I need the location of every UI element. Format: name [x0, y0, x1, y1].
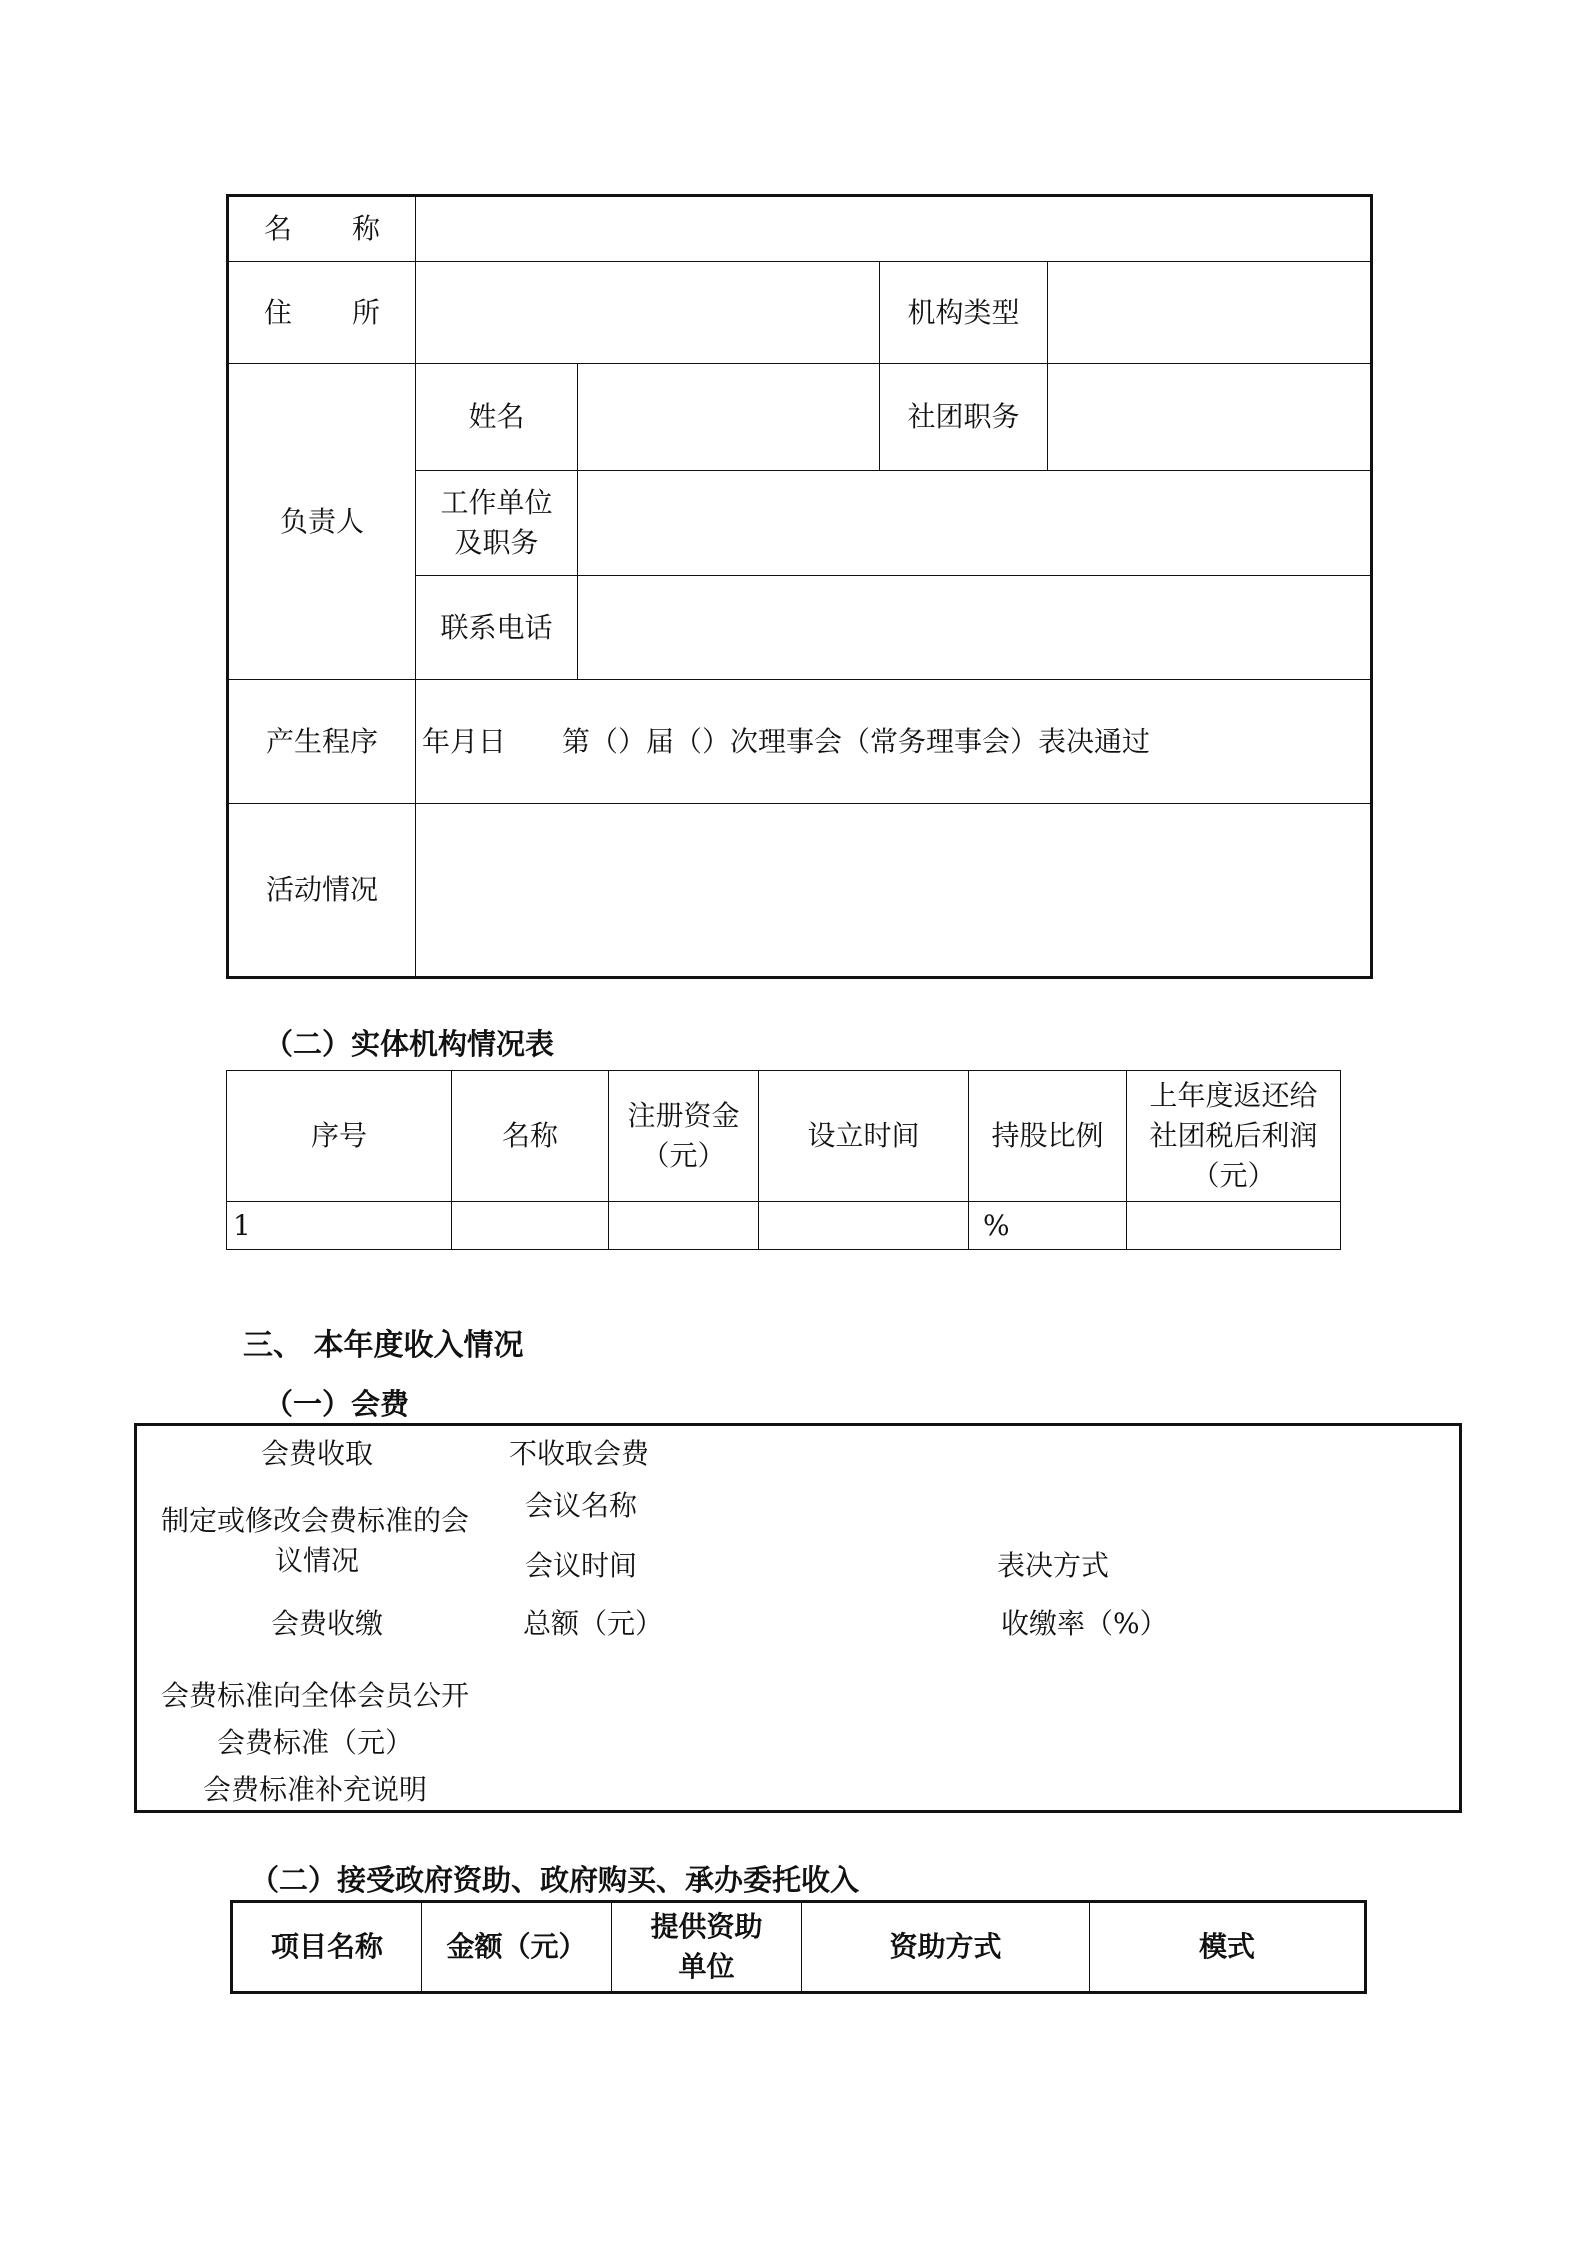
entity-header-capital-line1: 注册资金 [627, 1099, 740, 1132]
fee-collect-label: 会费收取 [261, 1437, 374, 1470]
workplace-label [416, 471, 578, 576]
entity-row-no: 1 [227, 1202, 452, 1250]
fee-payment-label: 会费收缴 [271, 1607, 384, 1640]
fee-rate-label: 收缴率（%） [1001, 1607, 1168, 1640]
activity-value-cell[interactable] [416, 804, 1372, 978]
person-name-value-cell[interactable] [578, 364, 880, 471]
gov-income-table [230, 1900, 1367, 1994]
workplace-label-line1: 工作单位 [440, 486, 553, 519]
gov-header-amount: 金额（元） [422, 1902, 612, 1993]
person-name-label: 姓名 [416, 364, 578, 471]
person-position-label: 社团职务 [880, 364, 1048, 471]
gov-header-project: 项目名称 [232, 1902, 422, 1993]
gov-header-provider-line1: 提供资助 [650, 1910, 763, 1943]
fee-subtitle: （一）会费 [264, 1387, 410, 1421]
fee-standard-label: 会费标准（元） [217, 1726, 414, 1759]
entity-header-name: 名称 [452, 1071, 609, 1202]
fee-public-label: 会费标准向全体会员公开 [161, 1679, 470, 1712]
entity-header-capital-line2: （元） [641, 1139, 726, 1172]
gov-income-subtitle: （二）接受政府资助、政府购买、承办委托收入 [250, 1863, 860, 1897]
gov-header-provider-line2: 单位 [678, 1950, 735, 1983]
fee-standard-meeting-line1: 制定或修改会费标准的会 [161, 1504, 470, 1537]
name-label-char-1: 名 [263, 212, 292, 245]
entity-table [226, 1070, 1341, 1250]
address-label-char-1: 住 [263, 295, 292, 329]
entity-section-title: （二）实体机构情况表 [264, 1027, 555, 1061]
entity-row-date-cell[interactable] [759, 1202, 969, 1250]
fee-standard-meeting-line2: 议情况 [275, 1544, 360, 1577]
entity-row-profit-cell[interactable] [1127, 1202, 1341, 1250]
phone-value-cell[interactable] [578, 576, 1372, 680]
entity-header-share: 持股比例 [969, 1071, 1127, 1202]
fee-vote-method-label: 表决方式 [997, 1549, 1110, 1582]
name-value-cell[interactable] [416, 196, 1372, 262]
table-row [227, 1202, 1341, 1250]
income-section-title: 三、 本年度收入情况 [243, 1328, 524, 1363]
address-value-cell[interactable] [416, 262, 880, 364]
org-type-label: 机构类型 [880, 262, 1048, 364]
entity-header-profit-line2: 社团税后利润 [1149, 1119, 1318, 1152]
workplace-value-cell[interactable] [578, 471, 1372, 576]
entity-header-profit [1127, 1071, 1341, 1202]
entity-row-share: % [969, 1202, 1127, 1250]
name-label [228, 196, 416, 262]
address-label-char-2: 所 [352, 295, 381, 329]
entity-row-name-cell[interactable] [452, 1202, 609, 1250]
entity-header-no: 序号 [227, 1071, 452, 1202]
entity-header-capital [609, 1071, 759, 1202]
fee-supplement-label: 会费标准补充说明 [203, 1773, 428, 1806]
fee-meeting-time-label: 会议时间 [525, 1549, 638, 1582]
entity-header-profit-line1: 上年度返还给 [1149, 1079, 1318, 1112]
address-label [228, 262, 416, 364]
procedure-label: 产生程序 [228, 680, 416, 804]
phone-label: 联系电话 [416, 576, 578, 680]
fee-collect-value: 不收取会费 [509, 1437, 650, 1470]
entity-header-profit-line3: （元） [1191, 1159, 1276, 1192]
gov-header-mode: 模式 [1090, 1902, 1366, 1993]
unit-info-table [226, 194, 1373, 979]
gov-header-method: 资助方式 [802, 1902, 1090, 1993]
gov-header-provider [612, 1902, 802, 1993]
activity-label: 活动情况 [228, 804, 416, 978]
person-position-value-cell[interactable] [1048, 364, 1372, 471]
org-type-value-cell[interactable] [1048, 262, 1372, 364]
person-label: 负责人 [228, 364, 416, 680]
entity-row-capital-cell[interactable] [609, 1202, 759, 1250]
entity-header-date: 设立时间 [759, 1071, 969, 1202]
workplace-label-line2: 及职务 [454, 526, 539, 559]
fee-box [134, 1423, 1462, 1813]
procedure-value: 年月日 第（）届（）次理事会（常务理事会）表决通过 [416, 680, 1372, 804]
fee-total-label: 总额（元） [523, 1607, 664, 1640]
name-label-char-2: 称 [352, 212, 381, 245]
fee-meeting-name-label: 会议名称 [525, 1489, 638, 1522]
